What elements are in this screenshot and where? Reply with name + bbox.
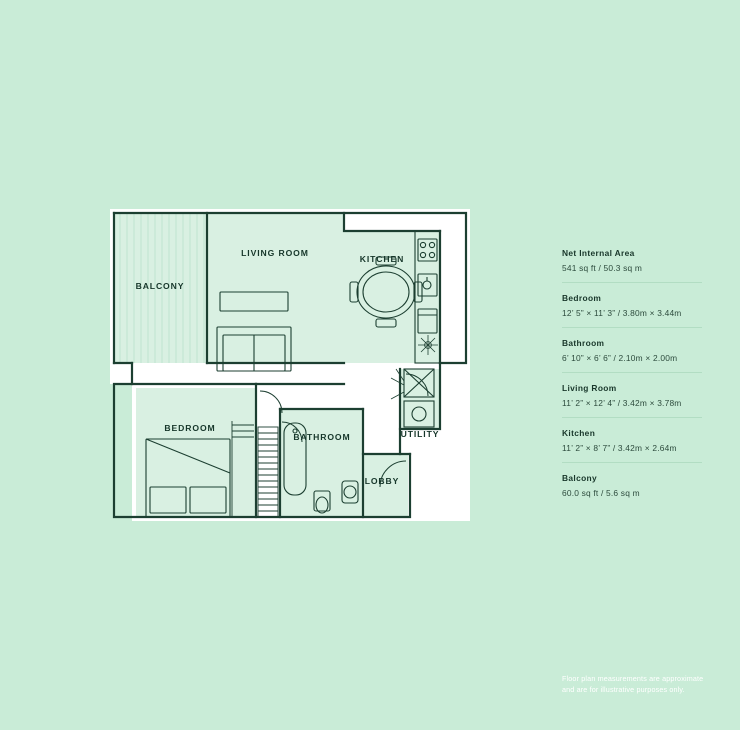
disclaimer-line-1: Floor plan measurements are approximate bbox=[562, 674, 704, 683]
spec-balcony bbox=[562, 473, 702, 507]
label-balcony: BALCONY bbox=[135, 281, 185, 291]
label-living-room: LIVING ROOM bbox=[241, 248, 309, 258]
label-lobby: LOBBY bbox=[364, 476, 400, 486]
spec-title: Balcony bbox=[562, 473, 598, 483]
spec-title: Kitchen bbox=[562, 428, 596, 438]
spec-bedroom bbox=[562, 293, 702, 328]
spec-value: 11’ 2” × 12’ 4” / 3.42m × 3.78m bbox=[562, 398, 682, 408]
spec-title: Living Room bbox=[562, 383, 617, 393]
floor-plan-drawing bbox=[110, 209, 470, 521]
spec-value: 541 sq ft / 50.3 sq m bbox=[562, 263, 643, 273]
label-utility: UTILITY bbox=[400, 429, 440, 439]
spec-title: Bathroom bbox=[562, 338, 605, 348]
bedroom-floor bbox=[136, 388, 256, 517]
spec-title: Bedroom bbox=[562, 293, 602, 303]
measurements-panel bbox=[562, 248, 702, 517]
spec-title: Net Internal Area bbox=[562, 248, 635, 258]
living-room-floor bbox=[207, 213, 344, 363]
spec-value: 12’ 5” × 11’ 3” / 3.80m × 3.44m bbox=[562, 308, 682, 318]
disclaimer-line-2: and are for illustrative purposes only. bbox=[562, 684, 685, 694]
label-bathroom: BATHROOM bbox=[293, 432, 351, 442]
spec-bathroom bbox=[562, 338, 702, 373]
spec-kitchen bbox=[562, 428, 702, 463]
label-kitchen: KITCHEN bbox=[359, 254, 405, 264]
disclaimer bbox=[562, 674, 732, 696]
label-bedroom: BEDROOM bbox=[164, 423, 216, 433]
spec-value: 11’ 2” × 8’ 7” / 3.42m × 2.64m bbox=[562, 443, 677, 453]
floor-plan bbox=[110, 209, 470, 521]
spec-value: 60.0 sq ft / 5.6 sq m bbox=[562, 488, 640, 498]
spec-living-room bbox=[562, 383, 702, 418]
spec-value: 6’ 10” × 6’ 6” / 2.10m × 2.00m bbox=[562, 353, 678, 363]
spec-net-internal-area bbox=[562, 248, 702, 283]
